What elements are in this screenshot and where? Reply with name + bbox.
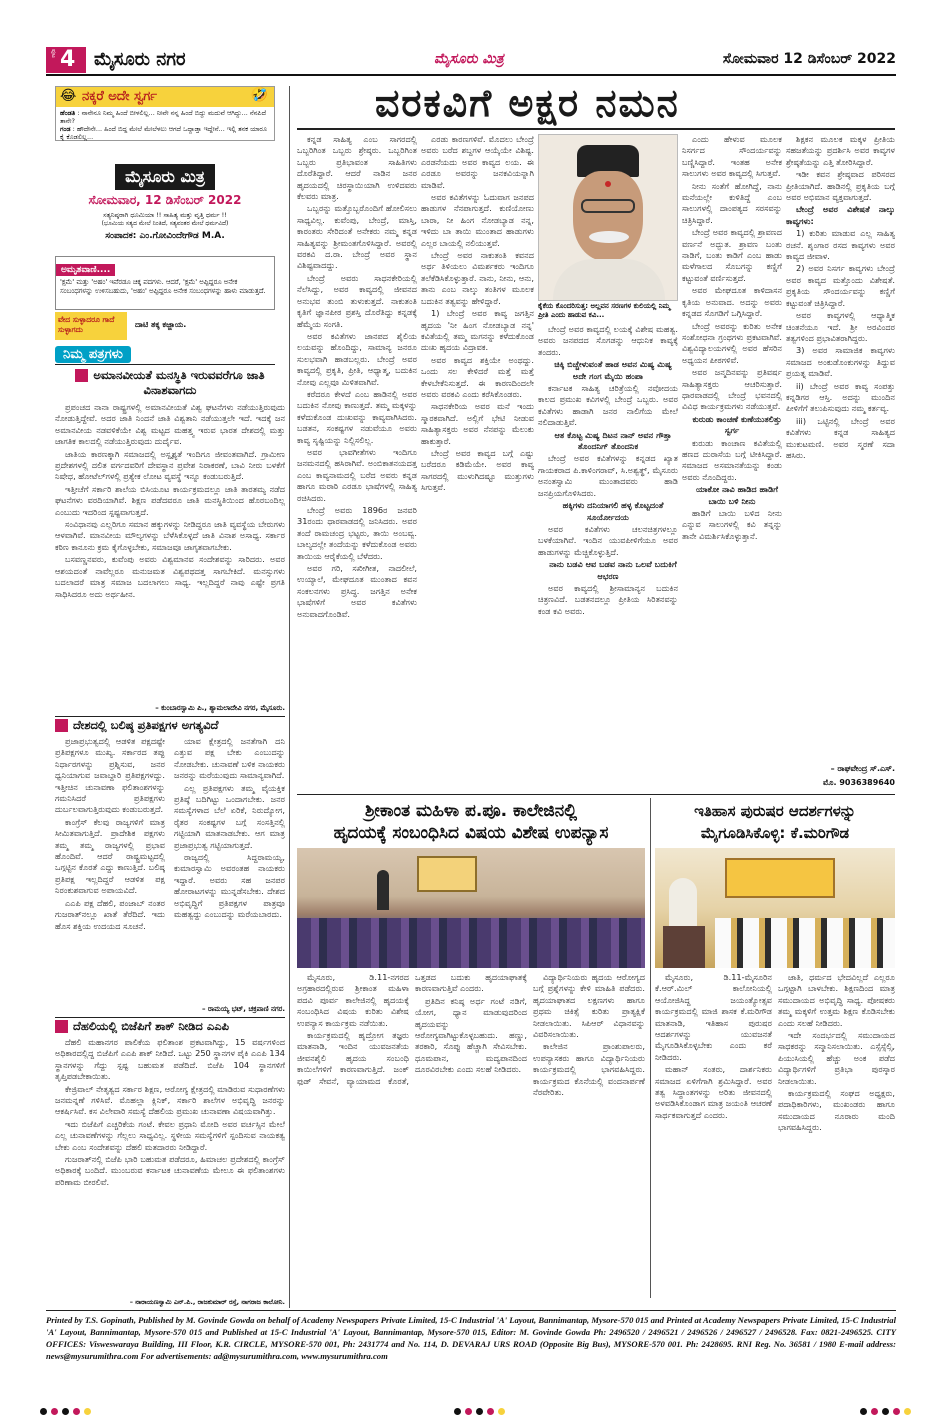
poet-tilak	[605, 181, 611, 187]
college-headline-line2: ಹೃದಯಕ್ಕೆ ಸಂಬಂಧಿಸಿದ ವಿಷಯ ವಿಶೇಷ ಉಪನ್ಯಾಸ	[333, 823, 609, 843]
main-story-subhead: ಯಾಕೋ ನಾವಿ ಹಾಡಿದ ಹಾಡಿಗೆ ಬಾಯಿ ಬಳಿ ನೀನು	[695, 484, 779, 506]
college-story-headline	[297, 800, 645, 844]
bullet-square-icon	[55, 719, 68, 732]
history-event-photo	[655, 848, 895, 968]
letter-headline: ಅಮಾನವೀಯತೆ ಮನಸ್ಥಿತಿ ಇರುವವರೆಗೂ ಜಾತಿ ವಿನಾಶವಾಗದು	[55, 368, 285, 398]
laughing-man-icon: 🤣	[250, 87, 268, 103]
dignitaries-row	[715, 918, 895, 968]
bullet-square-icon	[75, 369, 88, 382]
main-story-subhead: ಹಕ್ಕಿಗಳು ದನಿಯಾಗಲಿ ಹಳ್ಳ ಕೊಟ್ಟದಂತೆ ಸೂರ್ಯೋದಯ	[562, 500, 664, 522]
paper-logo: ಮೈಸೂರು ಮಿತ್ರ	[115, 164, 215, 190]
event-banner	[725, 858, 835, 898]
paper-date: ಸೋಮವಾರ, 12 ಡಿಸೆಂಬರ್ 2022	[88, 193, 242, 207]
college-event-photo	[297, 848, 645, 968]
proverb-box	[55, 312, 275, 340]
main-story-subhead: ನಾನು ಬಡವಿ ಆವ ಬಡವ ನಾನು ಒಲವೆ ಬದುಕಿಗೆ ಆಭರಣ	[549, 559, 677, 581]
history-headline-line1: ಇತಿಹಾಸ ಪುರುಷರ ಆದರ್ಶಗಳನ್ನು	[694, 802, 856, 820]
proverb-left: ವೇದ ಸುಳ್ಳಾದರೂ ಗಾದೆ ಸುಳ್ಳಾಗದು	[55, 312, 127, 340]
poet-mustache	[589, 231, 629, 243]
bullet-square-icon	[55, 1020, 68, 1033]
podium	[663, 926, 705, 968]
paper-motto: ಸತ್ಯನಿಷ್ಠರಾಗಿ ಧೂಮಿಯಾ !! ಸಾಹಿತ್ಯ ಮತ್ತು ವೃತ್ತಿ ಧರ್ಮ !!	[103, 211, 227, 219]
main-story-byline: – ರಾಘವೇಂದ್ರ ಸ್.ಎಸ್.	[830, 764, 895, 773]
letter-headline: ದೇಶದಲ್ಲಿ ಬಲಿಷ್ಠ ಪ್ರತಿಪಕ್ಷಗಳ ಅಗತ್ಯವಿದೆ	[55, 718, 285, 733]
amrutavani-title: ಅಮೃತವಾಣಿ....	[56, 264, 115, 276]
letter-body: ಪ್ರಪಂಚದ ನಾನಾ ರಾಷ್ಟ್ರಗಳಲ್ಲಿ ಅಮಾನವೀಯತೆ ವಿಶ್ವ ಘಟನೆಗಳು ನಡೆಯುತ್ತಿರುವುದು ನೋಡುತ್ತಿದ್ದೇವೆ. ಅದರ ಜಾತಿ ನಿಂದನೆ ಜಾತಿ ವಿಶ್ವತಾನಿ ನಡೆಯುತ್ತಲೇ ಇದೆ. ಇದಕ್ಕೆ ಜನ ಅಮಾನವೀಯ ನಡವಳಿಕೆಯೇ ವಿಶ್ವ ಮಟ್ಟದ ಮಹತ್ತ್ವ ಇರುವ ಭಾರತ ದೇಶದಲ್ಲಿ ಮತ್ತು ಜಾಗತಿಕ ಕಾಲದಲ್ಲಿ ನಡೆಯುತ್ತಿರುವುದು ದುರ್ದೈವ. ಜಾತಿಯ ಕಾರಣಕ್ಕಾಗಿ ಸಮಾಜದಲ್ಲಿ ಅಸ್ಪೃಶ್ಯತೆ ಇಂದಿಗೂ ಜೀವಂತವಾಗಿದೆ. ಗ್ರಾಮೀಣ ಪ್ರದೇಶಗಳಲ್ಲಿ ದಲಿತ ವರ್ಗದವರಿಗೆ ದೇವಸ್ಥಾನ ಪ್ರವೇಶ ನಿರಾಕರಣೆ, ಬಾವಿ ನೀರು ಬಳಕೆಗೆ ನಿಷೇಧ, ಹೋಟೆಲ್‌ಗಳಲ್ಲಿ ಪ್ರತ್ಯೇಕ ಲೋಟ ವ್ಯವಸ್ಥೆ ಇನ್ನೂ ಕಂಡುಬರುತ್ತಿದೆ. ಇತ್ತೀಚೆಗೆ ಸರ್ಕಾರಿ ಶಾಲೆಯ ಬಿಸಿಯೂಟ ಕಾರ್ಯಕ್ರಮದಲ್ಲೂ ಜಾತಿ ತಾರತಮ್ಯ ನಡೆದ ಘಟನೆಗಳು ವರದಿಯಾಗಿವೆ. ಶಿಕ್ಷಣ ಪಡೆದವರೂ ಜಾತಿ ಮನಸ್ಥಿತಿಯಿಂದ ಹೊರಬಂದಿಲ್ಲ ಎಂಬುದು ಇದರಿಂದ ಸ್ಪಷ್ಟವಾಗುತ್ತದೆ. ಸಂವಿಧಾನವು ಎಲ್ಲರಿಗೂ ಸಮಾನ ಹಕ್ಕುಗಳನ್ನು ನೀಡಿದ್ದರೂ ಜಾತಿ ವ್ಯವಸ್ಥೆಯ ಬೇರುಗಳು ಆಳವಾಗಿವೆ. ಮಾನವೀಯ ಮೌಲ್ಯಗಳನ್ನು ಬೆಳೆಸಿಕೊಳ್ಳದೆ ಜಾತಿ ವಿನಾಶ ಅಸಾಧ್ಯ. ಸರ್ಕಾರ ಕಠಿಣ ಕಾನೂನು ಕ್ರಮ ಕೈಗೊಳ್ಳಬೇಕು, ಸಮಾಜವೂ ಜಾಗೃತವಾಗಬೇಕು. ಬಸವಣ್ಣನವರು, ಕುವೆಂಪು ಅವರು ವಿಶ್ವಮಾನವ ಸಂದೇಶವನ್ನು ಸಾರಿದರು. ಅವರ ಆಶಯದಂತೆ ನಾವೆಲ್ಲರೂ ಮನುಜಮತ ವಿಶ್ವಪಥದತ್ತ ಸಾಗಬೇಕಿದೆ. ಮನಸ್ಸುಗಳು ಬದಲಾದರೆ ಮಾತ್ರ ಸಮಾಜ ಬದಲಾಗಲು ಸಾಧ್ಯ. ಇಲ್ಲದಿದ್ದರೆ ನಾವು ಎಷ್ಟೇ ಪ್ರಗತಿ ಸಾಧಿಸಿದರೂ ಅದು ಅರ್ಥಹೀನ.	[55, 402, 285, 599]
main-story-col3: ಬೇಂದ್ರೆ ಅವರ ಕಾವ್ಯದಲ್ಲಿ ಲಯಕ್ಕೆ ವಿಶೇಷ ಮಹತ್ವ. ಅವರು ಜನಪದದ ಸೊಗಡನ್ನು ಆಧುನಿಕ ಕಾವ್ಯಕ್ಕೆ ತಂದರು. ಚಿಕ್ಕಿ ಬಿಚ್ಚೇಳುವಂತೆ ಹಾಡ ಅವನ ಮಿಷ್ಯ ಮಿಷ್ಯ ಅದೇ ಗಂಗ ಮೈಯಿ ಹಂಪಾ ಕರ್ನಾಟಕ ಸಾಹಿತ್ಯ ಚರಿತ್ರೆಯಲ್ಲಿ ನವೋದಯ ಕಾಲದ ಪ್ರಮುಖ ಕವಿಗಳಲ್ಲಿ ಬೇಂದ್ರೆ ಒಬ್ಬರು. ಅವರ ಕವಿತೆಗಳು ಹಾಡಾಗಿ ಜನರ ನಾಲಿಗೆಯ ಮೇಲೆ ನಲಿದಾಡುತ್ತಿವೆ. ಆತ ಕೊಟ್ಟ ಮಿಷ್ಯ ದಿಟನ ನಾನ್ ಅವನ ಗೌತ್ತಾ ತೊಂದನಿಗ್ ತೊಂದನಿಕ ಬೇಂದ್ರೆ ಅವರ ಕವಿತೆಗಳನ್ನು ಕನ್ನಡದ ಖ್ಯಾತ ಗಾಯಕರಾದ ಪಿ.ಕಾಳಿಂಗರಾವ್, ಸಿ.ಅಶ್ವತ್ಥ್, ಮೈಸೂರು ಅನಂತಸ್ವಾಮಿ ಮುಂತಾದವರು ಹಾಡಿ ಜನಪ್ರಿಯಗೊಳಿಸಿದರು. ಹಕ್ಕಿಗಳು ದನಿಯಾಗಲಿ ಹಳ್ಳ ಕೊಟ್ಟದಂತೆ ಸೂರ್ಯೋದಯ ಅವರ ಕವಿತೆಗಳು ಚಲನಚಿತ್ರಗಳಲ್ಲೂ ಬಳಕೆಯಾಗಿವೆ. ಇಂದಿನ ಯುವಪೀಳಿಗೆಯೂ ಅವರ ಹಾಡುಗಳನ್ನು ಮೆಚ್ಚಿಕೊಳ್ಳುತ್ತಿದೆ. ನಾನು ಬಡವಿ ಆವ ಬಡವ ನಾನು ಒಲವೆ ಬದುಕಿಗೆ ಆಭರಣ ಅವರ ಕಾವ್ಯದಲ್ಲಿ ಶ್ರೀಸಾಮಾನ್ಯನ ಬದುಕಿನ ಚಿತ್ರಣವಿದೆ. ಬಡತನದಲ್ಲೂ ಪ್ರೀತಿಯ ಸಿರಿತನವನ್ನು ಕಂಡ ಕವಿ ಅವರು.	[538, 324, 678, 616]
speaker-figure	[377, 870, 389, 910]
amrutavani-text: 'ಕ್ಷಮೆ' ಮತ್ತು 'ಅಹಂ' ಇವೆರಡೂ ಚಿಕ್ಕ ಪದಗಳು. ಆದರೆ, 'ಕ್ಷಮೆ' ಅಪ್ಪಿದ್ದರೂ ಅನೇಕ ಸಂಬಂಧಗಳನ್ನು ಉಳಿಸಬಹುದು, 'ಅಹಂ' ಅಪ್ಪಿದ್ದರೂ ಅನೇಕ ಸಂಬಂಧಗಳನ್ನು ಹಾಳು ಮಾಡುತ್ತದೆ.	[60, 278, 266, 295]
humor-text: ನಾನೇನೂ ನಿಮ್ಮ ಹಿಂದೆ ಬೀಳಲಿಲ್ಲ... ನೀವೇ ನನ್ನ ಹಿಂದೆ ಬಿದ್ದು ಮದುವೆ ಆಗಿದ್ದು... ನೆನಪಿದೆ ತಾನೇ?	[60, 109, 267, 125]
letter-signature: – ರಾಮಯ್ಯ ಭಟ್, ಚಕ್ರಪಾಣಿ ನಗರ.	[201, 1005, 285, 1013]
main-story-col2: ಎರಡು ಕಾರಣಗಳಿವೆ. ಮೊದಲು ಬೇಂದ್ರೆ ಅವರು ಬರೆದ ಶಬ್ದಗಳ ಆಯ್ಕೆಯೇ ವಿಶಿಷ್ಟ. ಎರಡನೆಯದು ಅವರ ಕಾವ್ಯದ ಲಯ. ಈ ಎರಡೂ ಅವರನ್ನು ಜನಕವಿಯನ್ನಾಗಿ ಮಾಡಿವೆ. ಅವರ ಕವಿತೆಗಳನ್ನು ಓದುವಾಗ ಜನಪದ ಹಾಡುಗಳ ನೆನಪಾಗುತ್ತದೆ. ಕುಣಿಯೋಣು ಬಾರಾ, ನೀ ಹಿಂಗ ನೋಡಬ್ಯಾಡ ನನ್ನ, ಇಳಿದು ಬಾ ತಾಯಿ ಮುಂತಾದ ಹಾಡುಗಳು ಎಲ್ಲರ ಬಾಯಲ್ಲಿ ನಲಿಯುತ್ತವೆ. ಬೇಂದ್ರೆ ಅವರ ನಾಕುತಂತಿ ಕವನದ ಅರ್ಥ ತಿಳಿಯಲು ವಿಮರ್ಶಕರು ಇಂದಿಗೂ ತಲೆಕೆಡಿಸಿಕೊಳ್ಳುತ್ತಾರೆ. ನಾನು, ನೀನು, ಆನು, ತಾನು ಎಂಬ ನಾಲ್ಕು ತಂತಿಗಳ ಮೂಲಕ ಬದುಕಿನ ತತ್ವವನ್ನು ಹೇಳಿದ್ದಾರೆ. 1) ಬೇಂದ್ರೆ ಅವರ ಕಾವ್ಯ ಜಗತ್ತಿನ ಹೃದಯ 'ನೀ ಹಿಂಗ ನೋಡಬ್ಯಾಡ ನನ್ನ' ಕವಿತೆಯಲ್ಲಿ ತಮ್ಮ ಮಗನನ್ನು ಕಳೆದುಕೊಂಡ ದುಃಖ ಹೃದಯ ವಿದ್ರಾವಕ. ಅವರ ಕಾವ್ಯದ ಶಕ್ತಿಯೇ ಅಂಥದ್ದು. ಒಂದು ಸಲ ಕೇಳಿದರೆ ಮತ್ತೆ ಮತ್ತೆ ಕೇಳಬೇಕೆನಿಸುತ್ತದೆ. ಈ ಕಾರಣದಿಂದಲೇ ಅವರು ವರಕವಿ ಎಂದು ಕರೆಸಿಕೊಂಡರು. ಸಾಧನಕೇರಿಯ ಅವರ ಮನೆ ಇಂದು ಸ್ಮಾರಕವಾಗಿದೆ. ಅಲ್ಲಿಗೆ ಭೇಟಿ ನೀಡುವ ಸಾಹಿತ್ಯಾಸಕ್ತರು ಅವರ ನೆನಪನ್ನು ಮೆಲುಕು ಹಾಕುತ್ತಾರೆ. ಬೇಂದ್ರೆ ಅವರ ಕಾವ್ಯದ ಬಗ್ಗೆ ಎಷ್ಟು ಬರೆದರೂ ಕಡಿಮೆಯೇ. ಅವರ ಕಾವ್ಯ ಸಾಗರದಲ್ಲಿ ಮುಳುಗಿದಷ್ಟೂ ಮುತ್ತುಗಳು ಸಿಗುತ್ತವೆ.	[421, 134, 534, 493]
college-story-body: ಮೈಸೂರು, ಡಿ.11-ನಗರದ ಅಗ್ರಹಾರದಲ್ಲಿರುವ ಶ್ರೀಕಾಂತ ಮಹಿಳಾ ಪದವಿ ಪೂರ್ವ ಕಾಲೇಜಿನಲ್ಲಿ ಹೃದಯಕ್ಕೆ ಸಂಬಂಧಿಸಿದ ವಿಷಯ ಕುರಿತು ವಿಶೇಷ ಉಪನ್ಯಾಸ ಕಾರ್ಯಕ್ರಮ ನಡೆಯಿತು. ಕಾರ್ಯಕ್ರಮದಲ್ಲಿ ಹೃದ್ರೋಗ ತಜ್ಞರು ಮಾತನಾಡಿ, ಇಂದಿನ ಯುವಜನತೆಯ ಜೀವನಶೈಲಿ ಹೃದಯ ಸಂಬಂಧಿ ಕಾಯಿಲೆಗಳಿಗೆ ಕಾರಣವಾಗುತ್ತಿದೆ. ಜಂಕ್ ಫುಡ್ ಸೇವನೆ, ವ್ಯಾಯಾಮದ ಕೊರತೆ, ಒತ್ತಡದ ಬದುಕು ಹೃದಯಾಘಾತಕ್ಕೆ ಕಾರಣವಾಗುತ್ತಿವೆ ಎಂದರು. ಪ್ರತಿದಿನ ಕನಿಷ್ಠ ಅರ್ಧ ಗಂಟೆ ನಡಿಗೆ, ಯೋಗ, ಧ್ಯಾನ ಮಾಡುವುದರಿಂದ ಹೃದಯವನ್ನು ಆರೋಗ್ಯವಾಗಿಟ್ಟುಕೊಳ್ಳಬಹುದು. ಹಣ್ಣು, ತರಕಾರಿ, ಸೊಪ್ಪು ಹೆಚ್ಚಾಗಿ ಸೇವಿಸಬೇಕು. ಧೂಮಪಾನ, ಮದ್ಯಪಾನದಿಂದ ದೂರವಿರಬೇಕು ಎಂದು ಸಲಹೆ ನೀಡಿದರು. ವಿದ್ಯಾರ್ಥಿನಿಯರು ಹೃದಯ ಆರೋಗ್ಯದ ಬಗ್ಗೆ ಪ್ರಶ್ನೆಗಳನ್ನು ಕೇಳಿ ಮಾಹಿತಿ ಪಡೆದರು. ಹೃದಯಾಘಾತದ ಲಕ್ಷಣಗಳು ಹಾಗೂ ಪ್ರಥಮ ಚಿಕಿತ್ಸೆ ಕುರಿತು ಪ್ರಾತ್ಯಕ್ಷಿಕೆ ನೀಡಲಾಯಿತು. ಸಿಪಿಆರ್ ವಿಧಾನವನ್ನು ವಿವರಿಸಲಾಯಿತು. ಕಾಲೇಜಿನ ಪ್ರಾಂಶುಪಾಲರು, ಉಪನ್ಯಾಸಕರು ಹಾಗೂ ವಿದ್ಯಾರ್ಥಿನಿಯರು ಕಾರ್ಯಕ್ರಮದಲ್ಲಿ ಭಾಗವಹಿಸಿದ್ದರು. ಕಾರ್ಯಕ್ರಮದ ಕೊನೆಯಲ್ಲಿ ವಂದನಾರ್ಪಣೆ ನೆರವೇರಿತು.	[297, 972, 645, 1098]
paper-motto-sub: (ಭೂಮಿಯ ಸತ್ಯದ ಮೇಲೆ ನಿಂತಿದೆ, ಸತ್ಯವಂತರ ಮೇಲೆ ಧರ್ಮವಿದೆ)	[101, 220, 229, 227]
main-story-col5: ಶಿಕ್ಷಕನ ಮೂಲಕ ಮಕ್ಕಳ ಪ್ರೀತಿಯ ಸಹಜತೆಯನ್ನು ಪ್ರದರ್ಶಿಸಿ ಅವರ ಕಾವ್ಯಗಳ ಶ್ರೇಷ್ಠತೆಯನ್ನು ಎತ್ತಿ ತೋರಿಸಿದ್ದಾರೆ. ಇಡೀ ಕವನ ಶ್ರೇಷ್ಠವಾದ ಪರಿಸರದ ಪ್ರೀತಿಯಾಗಿದೆ. ಹಾಡಿನಲ್ಲಿ ಪ್ರಕೃತಿಯ ಬಗ್ಗೆ ಅವರ ಅಭಿಮಾನ ವ್ಯಕ್ತವಾಗುತ್ತದೆ. ಬೇಂದ್ರೆ ಅವರ ವಿಶೇಷತೆ ನಾಲ್ಕು ಕಾವ್ಯಗಳು: 1) ಕುರಿತು ಮಾಡುವ ಎಲ್ಲ ಸಾಹಿತ್ಯ ರಚನೆ. ಶೃಂಗಾರ ರಸದ ಕಾವ್ಯಗಳು ಅವರ ಕಾವ್ಯದ ಜೀವಾಳ. 2) ಅವರ ನಿಸರ್ಗ ಕಾವ್ಯಗಳು ಬೇಂದ್ರೆ ಅವರ ಕಾವ್ಯದ ಮತ್ತೊಂದು ವಿಶೇಷತೆ. ಪ್ರಕೃತಿಯ ಸೌಂದರ್ಯವನ್ನು ಕಣ್ಣಿಗೆ ಕಟ್ಟುವಂತೆ ಚಿತ್ರಿಸಿದ್ದಾರೆ. ಅವರ ಕಾವ್ಯಗಳಲ್ಲಿ ಆಧ್ಯಾತ್ಮಿಕ ಚಿಂತನೆಯೂ ಇದೆ. ಶ್ರೀ ಅರವಿಂದರ ತತ್ವಗಳಿಂದ ಪ್ರಭಾವಿತರಾಗಿದ್ದರು. 3) ಅವರ ಸಾಮಾಜಿಕ ಕಾವ್ಯಗಳು ಸಮಾಜದ ಅಂಕುಡೊಂಕುಗಳನ್ನು ತಿದ್ದುವ ಪ್ರಯತ್ನ ಮಾಡಿವೆ. ii) ಬೇಂದ್ರೆ ಅವರ ಕಾವ್ಯ ಸಂಪತ್ತು ಕನ್ನಡಿಗರ ಆಸ್ತಿ. ಅದನ್ನು ಮುಂದಿನ ಪೀಳಿಗೆಗೆ ತಲುಪಿಸುವುದು ನಮ್ಮ ಕರ್ತವ್ಯ. iii) ಒಟ್ಟಿನಲ್ಲಿ ಬೇಂದ್ರೆ ಅವರ ಕವಿತೆಗಳು ಕನ್ನಡ ಸಾಹಿತ್ಯದ ಮುಕುಟಮಣಿ. ಅವರ ಸ್ಮರಣೆ ಸದಾ ಹಸಿರು.	[786, 134, 895, 460]
main-headline: ವರಕವಿಗೆ ಅಕ್ಷರ ನಮನ	[375, 80, 680, 125]
humor-item: ಗಂಡ : ಹೌದೇನೇ... ಹಿಂದೆ ಬಿದ್ದ ಮೇಲೆ ಮೇಲೆಳಲು ಆಗದೆ ಒದ್ದಾಡ್ತಾ ಇದ್ದೇನೆ... ಇಲ್ಲಿ ತನಕ ಯಾರೂ ಕೈ ಕೊಡಲಿಲ್ಲ...	[60, 125, 267, 141]
registration-dots-right	[858, 1400, 913, 1419]
laughing-face-icon: 😂	[60, 88, 77, 104]
humor-box-title: ನಕ್ಕರೆ ಅದೇ ಸ್ವರ್ಗ	[82, 89, 157, 104]
humor-box	[55, 86, 275, 141]
humor-box-header	[56, 87, 274, 107]
letters-header: ನಿಮ್ಮ ಪತ್ರಗಳು	[55, 346, 131, 363]
humor-speaker: ಹೆಂಡತಿ	[60, 109, 76, 117]
amrutavani-box	[55, 256, 275, 310]
poet-glasses	[581, 199, 635, 213]
main-story-subhead: ಆತ ಕೊಟ್ಟ ಮಿಷ್ಯ ದಿಟನ ನಾನ್ ಅವನ ಗೌತ್ತಾ ತೊಂದನಿಗ್ ತೊಂದನಿಕ	[554, 429, 672, 452]
paper-info-box	[55, 162, 275, 252]
humor-item: ಹೆಂಡತಿ : ನಾನೇನೂ ನಿಮ್ಮ ಹಿಂದೆ ಬೀಳಲಿಲ್ಲ... ನೀವೇ ನನ್ನ ಹಿಂದೆ ಬಿದ್ದು ಮದುವೆ ಆಗಿದ್ದು... ನೆನಪಿದೆ ತಾನೇ?	[60, 109, 267, 125]
registration-dots-center	[452, 1400, 507, 1419]
history-story-headline	[655, 800, 895, 844]
masthead	[46, 47, 896, 76]
page-label: ಪುಟ	[50, 49, 57, 58]
stage-banner	[417, 856, 477, 892]
history-story-body: ಮೈಸೂರು, ಡಿ.11-ಮೈಸೂರಿನ ಕೆ.ಆರ್.ಮಿಲ್ ಕಾಲೋನಿಯಲ್ಲಿ ಆಯೋಜಿಸಿದ್ದ ಜಯಂತ್ಯೋತ್ಸವ ಕಾರ್ಯಕ್ರಮದಲ್ಲಿ ಮಾಜಿ ಶಾಸಕ ಕೆ.ಮರಿಗೌಡ ಮಾತನಾಡಿ, ಇತಿಹಾಸ ಪುರುಷರ ಆದರ್ಶಗಳನ್ನು ಯುವಜನತೆ ಮೈಗೂಡಿಸಿಕೊಳ್ಳಬೇಕು ಎಂದು ಕರೆ ನೀಡಿದರು. ಮಹಾನ್ ಸಂತರು, ದಾರ್ಶನಿಕರು ಸಮಾಜದ ಏಳಿಗೆಗಾಗಿ ಶ್ರಮಿಸಿದ್ದಾರೆ. ಅವರ ತತ್ವ ಸಿದ್ಧಾಂತಗಳನ್ನು ಅರಿತು ಜೀವನದಲ್ಲಿ ಅಳವಡಿಸಿಕೊಂಡಾಗ ಮಾತ್ರ ಜಯಂತಿ ಆಚರಣೆ ಸಾರ್ಥಕವಾಗುತ್ತದೆ ಎಂದರು. ಜಾತಿ, ಧರ್ಮದ ಭೇದವಿಲ್ಲದೆ ಎಲ್ಲರೂ ಒಗ್ಗಟ್ಟಾಗಿ ಬಾಳಬೇಕು. ಶಿಕ್ಷಣದಿಂದ ಮಾತ್ರ ಸಮುದಾಯದ ಅಭಿವೃದ್ಧಿ ಸಾಧ್ಯ. ಪೋಷಕರು ತಮ್ಮ ಮಕ್ಕಳಿಗೆ ಉತ್ತಮ ಶಿಕ್ಷಣ ಕೊಡಿಸಬೇಕು ಎಂದು ಸಲಹೆ ನೀಡಿದರು. ಇದೇ ಸಂದರ್ಭದಲ್ಲಿ ಸಮುದಾಯದ ಸಾಧಕರನ್ನು ಸನ್ಮಾನಿಸಲಾಯಿತು. ಎಸ್ಸೆಸ್ಸೆಲ್ಸಿ, ಪಿಯುಸಿಯಲ್ಲಿ ಹೆಚ್ಚು ಅಂಕ ಪಡೆದ ವಿದ್ಯಾರ್ಥಿಗಳಿಗೆ ಪ್ರತಿಭಾ ಪುರಸ್ಕಾರ ನೀಡಲಾಯಿತು. ಕಾರ್ಯಕ್ರಮದಲ್ಲಿ ಸಂಘದ ಅಧ್ಯಕ್ಷರು, ಪದಾಧಿಕಾರಿಗಳು, ಮುಖಂಡರು ಹಾಗೂ ಸಮುದಾಯದ ನೂರಾರು ಮಂದಿ ಭಾಗವಹಿಸಿದ್ದರು.	[655, 972, 895, 1133]
humor-text: ಹೌದೇನೇ... ಹಿಂದೆ ಬಿದ್ದ ಮೇಲೆ ಮೇಲೆಳಲು ಆಗದೆ ಒದ್ದಾಡ್ತಾ ಇದ್ದೇನೆ... ಇಲ್ಲಿ ತನಕ ಯಾರೂ ಕೈ ಕೊಡಲಿಲ್ಲ...	[60, 125, 267, 141]
paper-editor: ಸಂಪಾದಕ: ಎಂ.ಗೋವಿಂದೇಗೌಡ M.A.	[105, 231, 225, 241]
section-name: ಮೈಸೂರು ನಗರ	[94, 49, 186, 70]
main-story-subhead: ಕುರುಡು ಕಾಂಚಣೆ ಕುಣೆಯುತಲಿತ್ತು ಸ್ವರ್ಗ	[692, 413, 782, 436]
audience-row	[297, 918, 645, 968]
photo-caption: ಕೈಕೆಯ ಕೊಂದರಿಸುತ್ತ: ಅಲ್ಲವನ ಸರಣಗಳ ಕುಲಿಯಲ್ಲಿ ನಿಮ್ಮ ಪ್ರೀತಿ ಎಂದು ಹಾಡುವ ಕವಿ...	[538, 302, 671, 319]
letter-signature: – ಕುಂಬಾರಸ್ವಾಮಿ ಪಿ., ಶ್ಯಾಮಲಾದೇವಿ ನಗರ, ಮೈಸೂರು.	[155, 704, 285, 712]
letter-headline: ದೆಹಲಿಯಲ್ಲಿ ಬಿಜೆಪಿಗೆ ಶಾಕ್ ನೀಡಿದ ಎಎಪಿ	[55, 1019, 285, 1034]
footer-imprint: Printed by T.S. Gopinath, Published by M. Govinde Gowda on behalf of Academy Newspapers Private Limited, 15-C Industrial 'A' Layout, Bannimantap, Mysore-570 015 and Printed at Academy Newspapers Private Limited, 15-C Industrial 'A' Layout, Bannimantap, Mysore-570 015 and Published at 15-C Industrial 'A' Layout, Bannimantap, Mysore-570 015, Editor: M. Govinde Gowda Ph: 2496520 / 2496521 / 2496526 / 2496527 / 2496528. Fax: 0821-2496525. CITY OFFICES: Visweswaraya Building, III Floor, K.R. CIRCLE, MYSORE-570 001, Ph: 2431774 and No. 114, D. DEVARAJ URS ROAD (Opposite Big Bus), MYSORE-570 001. Ph: 2428695. RNI Reg. No. 36581 / 1980 E-mail address: news@mysurumithra.com For advertisements: ad@mysurumithra.com, www.mysurumithra.com	[46, 1315, 896, 1361]
poet-shirt	[553, 259, 665, 301]
main-story-subhead: ಚಿಕ್ಕಿ ಬಿಚ್ಚೇಳುವಂತೆ ಹಾಡ ಅವನ ಮಿಷ್ಯ ಮಿಷ್ಯ ಅದೇ ಗಂಗ ಮೈಯಿ ಹಂಪಾ	[554, 359, 672, 381]
letter-signature: – ನಾರಾಯಣಸ್ವಾಮಿ ಎನ್.ಪಿ., ರಾಜಕುಮಾರ್ ರಸ್ತೆ, ನಾಗರಾಜ ಕಾಲೋನಿ.	[129, 1298, 285, 1306]
registration-dots-left	[38, 1400, 93, 1419]
page-number: 4	[60, 47, 76, 72]
letter-body: ಪ್ರಜಾಪ್ರಭುತ್ವದಲ್ಲಿ ಆಡಳಿತ ಪಕ್ಷದಷ್ಟೇ ಪ್ರತಿಪಕ್ಷಗಳೂ ಮುಖ್ಯ. ಸರ್ಕಾರದ ತಪ್ಪು ನಿರ್ಧಾರಗಳನ್ನು ಪ್ರಶ್ನಿಸುವ, ಜನರ ಧ್ವನಿಯಾಗುವ ಜವಾಬ್ದಾರಿ ಪ್ರತಿಪಕ್ಷಗಳದ್ದು. ಇತ್ತೀಚಿನ ಚುನಾವಣಾ ಫಲಿತಾಂಶಗಳನ್ನು ಗಮನಿಸಿದರೆ ಪ್ರತಿಪಕ್ಷಗಳು ದುರ್ಬಲವಾಗುತ್ತಿರುವುದು ಕಂಡುಬರುತ್ತದೆ. ಕಾಂಗ್ರೆಸ್ ಕೆಲವು ರಾಜ್ಯಗಳಿಗೆ ಮಾತ್ರ ಸೀಮಿತವಾಗುತ್ತಿದೆ. ಪ್ರಾದೇಶಿಕ ಪಕ್ಷಗಳು ತಮ್ಮ ತಮ್ಮ ರಾಜ್ಯಗಳಲ್ಲಿ ಪ್ರಭಾವ ಹೊಂದಿವೆ. ಆದರೆ ರಾಷ್ಟ್ರಮಟ್ಟದಲ್ಲಿ ಒಗ್ಗಟ್ಟಿನ ಕೊರತೆ ಎದ್ದು ಕಾಣುತ್ತಿದೆ. ಬಲಿಷ್ಠ ಪ್ರತಿಪಕ್ಷ ಇಲ್ಲದಿದ್ದರೆ ಆಡಳಿತ ಪಕ್ಷ ನಿರಂಕುಶವಾಗುವ ಅಪಾಯವಿದೆ. ಎಎಪಿ ಪಕ್ಷ ದೆಹಲಿ, ಪಂಜಾಬ್ ನಂತರ ಗುಜರಾತ್‌ನಲ್ಲೂ ಖಾತೆ ತೆರೆದಿದೆ. ಇದು ಹೊಸ ಶಕ್ತಿಯ ಉದಯದ ಸೂಚನೆ.	[55, 736, 165, 931]
proverb-right: ದಾಟಿ ತಕ್ಕ ಕಜ್ಜಾಯ.	[135, 320, 187, 329]
letter-body: ದೆಹಲಿ ಮಹಾನಗರ ಪಾಲಿಕೆಯ ಫಲಿತಾಂಶ ಪ್ರಕಟವಾಗಿದ್ದು, 15 ವರ್ಷಗಳಿಂದ ಅಧಿಕಾರದಲ್ಲಿದ್ದ ಬಿಜೆಪಿಗೆ ಎಎಪಿ ಶಾಕ್ ನೀಡಿದೆ. ಒಟ್ಟು 250 ಸ್ಥಾನಗಳ ಪೈಕಿ ಎಎಪಿ 134 ಸ್ಥಾನಗಳನ್ನು ಗೆದ್ದು ಸ್ಪಷ್ಟ ಬಹುಮತ ಪಡೆದಿದೆ. ಬಿಜೆಪಿ 104 ಸ್ಥಾನಗಳಿಗೆ ತೃಪ್ತಿಪಡಬೇಕಾಯಿತು. ಕೇಜ್ರಿವಾಲ್ ನೇತೃತ್ವದ ಸರ್ಕಾರ ಶಿಕ್ಷಣ, ಆರೋಗ್ಯ ಕ್ಷೇತ್ರದಲ್ಲಿ ಮಾಡಿರುವ ಸುಧಾರಣೆಗಳು ಜನಮನ್ನಣೆ ಗಳಿಸಿವೆ. ಮೊಹಲ್ಲಾ ಕ್ಲಿನಿಕ್, ಸರ್ಕಾರಿ ಶಾಲೆಗಳ ಅಭಿವೃದ್ಧಿ ಜನರನ್ನು ಆಕರ್ಷಿಸಿವೆ. ಕಸ ವಿಲೇವಾರಿ ಸಮಸ್ಯೆ ದೆಹಲಿಯ ಪ್ರಮುಖ ಚುನಾವಣಾ ವಿಷಯವಾಗಿತ್ತು. ಇದು ಬಿಜೆಪಿಗೆ ಎಚ್ಚರಿಕೆಯ ಗಂಟೆ. ಕೇವಲ ಪ್ರಧಾನಿ ಮೋದಿ ಅವರ ವರ್ಚಸ್ಸಿನ ಮೇಲೆ ಎಲ್ಲ ಚುನಾವಣೆಗಳನ್ನು ಗೆಲ್ಲಲು ಸಾಧ್ಯವಿಲ್ಲ. ಸ್ಥಳೀಯ ಸಮಸ್ಯೆಗಳಿಗೆ ಸ್ಪಂದಿಸುವ ನಾಯಕತ್ವ ಬೇಕು ಎಂಬ ಸಂದೇಶವನ್ನು ದೆಹಲಿ ಮತದಾರರು ನೀಡಿದ್ದಾರೆ. ಗುಜರಾತ್‌ನಲ್ಲಿ ಬಿಜೆಪಿ ಭಾರಿ ಬಹುಮತ ಪಡೆದರೂ, ಹಿಮಾಚಲ ಪ್ರದೇಶದಲ್ಲಿ ಕಾಂಗ್ರೆಸ್ ಅಧಿಕಾರಕ್ಕೆ ಬಂದಿದೆ. ಮುಂಬರುವ ಕರ್ನಾಟಕ ಚುನಾವಣೆಯ ಮೇಲೂ ಈ ಫಲಿತಾಂಶಗಳು ಪರಿಣಾಮ ಬೀರಲಿವೆ.	[55, 1037, 285, 1187]
main-story-col4: ಎಂದು ಹೇಳುವ ಮೂಲಕ ನಿಸರ್ಗದ ಸೌಂದರ್ಯವನ್ನು ಬಣ್ಣಿಸಿದ್ದಾರೆ. ಇಂತಹ ಅನೇಕ ಸಾಲುಗಳು ಅವರ ಕಾವ್ಯದಲ್ಲಿ ಸಿಗುತ್ತವೆ. ನೀನು ಸಂತೆಗೆ ಹೋಗಿದ್ದೆ, ನಾನು ಮನೆಯಲ್ಲೇ ಕುಳಿತಿದ್ದೆ ಎಂಬ ಸಾಲುಗಳಲ್ಲಿ ದಾಂಪತ್ಯದ ಸರಸವನ್ನು ಚಿತ್ರಿಸಿದ್ದಾರೆ. ಬೇಂದ್ರೆ ಅವರ ಕಾವ್ಯದಲ್ಲಿ ಶ್ರಾವಣದ ವರ್ಣನೆ ಅದ್ಭುತ. ಶ್ರಾವಣ ಬಂತು ನಾಡಿಗೆ, ಬಂತು ಕಾಡಿಗೆ ಎಂಬ ಹಾಡು ಮಳೆಗಾಲದ ಸೊಬಗನ್ನು ಕಣ್ಣಿಗೆ ಕಟ್ಟುವಂತೆ ವರ್ಣಿಸುತ್ತದೆ. ಅವರ ಮೇಘದೂತ ಕಾಳಿದಾಸನ ಕೃತಿಯ ಅನುವಾದ. ಅದನ್ನು ಅವರು ಕನ್ನಡದ ಸೊಗಡಿಗೆ ಒಗ್ಗಿಸಿದ್ದಾರೆ. ಬೇಂದ್ರೆ ಅವರನ್ನು ಕುರಿತು ಅನೇಕ ಸಂಶೋಧನಾ ಗ್ರಂಥಗಳು ಪ್ರಕಟವಾಗಿವೆ. ವಿಶ್ವವಿದ್ಯಾಲಯಗಳಲ್ಲಿ ಅವರ ಹೆಸರಿನ ಅಧ್ಯಯನ ಪೀಠಗಳಿವೆ. ಅವರ ಜನ್ಮದಿನವನ್ನು ಪ್ರತಿವರ್ಷ ಸಾಹಿತ್ಯಾಸಕ್ತರು ಆಚರಿಸುತ್ತಾರೆ. ಧಾರವಾಡದಲ್ಲಿ ಬೇಂದ್ರೆ ಭವನದಲ್ಲಿ ವಿವಿಧ ಕಾರ್ಯಕ್ರಮಗಳು ನಡೆಯುತ್ತವೆ. ಕುರುಡು ಕಾಂಚಣೆ ಕುಣೆಯುತಲಿತ್ತು ಸ್ವರ್ಗ ಕುರುಡು ಕಾಂಚಾಣ ಕವಿತೆಯಲ್ಲಿ ಹಣದ ದುರಾಸೆಯ ಬಗ್ಗೆ ಟೀಕಿಸಿದ್ದಾರೆ. ಸಮಾಜದ ಅಸಮಾನತೆಯನ್ನು ಕಂಡು ಅವರು ನೊಂದಿದ್ದರು. ಯಾಕೋ ನಾವಿ ಹಾಡಿದ ಹಾಡಿಗೆ ಬಾಯಿ ಬಳಿ ನೀನು ಹಾಡಿಗೆ ಬಾಯಿ ಬಳಿದ ನೀನು ಎನ್ನುವ ಸಾಲುಗಳಲ್ಲಿ ಕವಿ ತನ್ನನ್ನು ತಾನೇ ವಿಮರ್ಶಿಸಿಕೊಳ್ಳುತ್ತಾನೆ.	[682, 134, 782, 541]
date-line: ಸೋಮವಾರ 12 ಡಿಸೆಂಬರ್ 2022	[722, 51, 896, 67]
main-story-phone: ಮೊ. 9036389640	[822, 778, 895, 787]
paper-logo-small: ಮೈಸೂರು ಮಿತ್ರ	[434, 51, 504, 67]
poet-portrait-photo	[538, 134, 678, 301]
letter-body: ಯಾವ ಕ್ಷೇತ್ರದಲ್ಲಿ ಜನತೆಗಾಗಿ ದನಿ ಎತ್ತುವ ಪಕ್ಷ ಬೇಕು ಎಂಬುದನ್ನು ನೋಡಬೇಕು. ಚುನಾವಣೆ ಬಳಿಕ ನಾಯಕರು ಜನರನ್ನು ಮರೆಯುವುದು ಸಾಮಾನ್ಯವಾಗಿದೆ. ಎಲ್ಲ ಪ್ರತಿಪಕ್ಷಗಳು ತಮ್ಮ ವೈಯಕ್ತಿಕ ಪ್ರತಿಷ್ಠೆ ಬದಿಗಿಟ್ಟು ಒಂದಾಗಬೇಕು. ಜನರ ಸಮಸ್ಯೆಗಳಾದ ಬೆಲೆ ಏರಿಕೆ, ನಿರುದ್ಯೋಗ, ರೈತರ ಸಂಕಷ್ಟಗಳ ಬಗ್ಗೆ ಸಂಸತ್ತಿನಲ್ಲಿ ಗಟ್ಟಿಯಾಗಿ ಮಾತನಾಡಬೇಕು. ಆಗ ಮಾತ್ರ ಪ್ರಜಾಪ್ರಭುತ್ವ ಗಟ್ಟಿಯಾಗುತ್ತದೆ. ರಾಜ್ಯದಲ್ಲಿ ಸಿದ್ದರಾಮಯ್ಯ, ಕುಮಾರಸ್ವಾಮಿ ಅವರಂತಹ ನಾಯಕರು ಇದ್ದಾರೆ. ಅವರು ಸಹ ಜನಪರ ಹೋರಾಟಗಳನ್ನು ಮುನ್ನಡೆಸಬೇಕು. ದೇಶದ ಅಭಿವೃದ್ಧಿಗೆ ಪ್ರತಿಪಕ್ಷಗಳ ಪಾತ್ರವೂ ಮಹತ್ವದ್ದು ಎಂಬುದನ್ನು ಮರೆಯಬಾರದು.	[174, 736, 285, 920]
history-headline-line2: ಮೈಗೂಡಿಸಿಕೊಳ್ಳಿ: ಕೆ.ಮರಿಗೌಡ	[700, 824, 850, 842]
college-headline-line1: ಶ್ರೀಕಾಂತ ಮಹಿಳಾ ಪ.ಪೂ. ಕಾಲೇಜಿನಲ್ಲಿ	[364, 801, 578, 821]
page-number-badge	[46, 47, 86, 73]
humor-speaker: ಗಂಡ	[60, 125, 71, 133]
main-story-col1: ಕನ್ನಡ ಸಾಹಿತ್ಯ ಎಂಬ ಸಾಗರದಲ್ಲಿ ಒಬ್ಬರಿಗಿಂತ ಒಬ್ಬರು ಶ್ರೇಷ್ಠರು. ಒಬ್ಬರಿಗಿಂತ ಒಬ್ಬರು ಪ್ರತಿಭಾವಂತ ಸಾಹಿತಿಗಳು ದೊರೆತಿದ್ದಾರೆ. ಆದರೆ ನಾಡಿನ ಜನರ ಹೃದಯದಲ್ಲಿ ಚಿರಸ್ಥಾಯಿಯಾಗಿ ಉಳಿದವರು ಕೆಲವರು ಮಾತ್ರ. ಒಬ್ಬರನ್ನು ಮತ್ತೊಬ್ಬರೊಂದಿಗೆ ಹೋಲಿಸಲು ಸಾಧ್ಯವಿಲ್ಲ. ಕುವೆಂಪು, ಬೇಂದ್ರೆ, ಮಾಸ್ತಿ, ಕಾರಂತರು ಸೇರಿದಂತೆ ಅನೇಕರು ನಮ್ಮ ಕನ್ನಡ ಸಾಹಿತ್ಯವನ್ನು ಶ್ರೀಮಂತಗೊಳಿಸಿದ್ದಾರೆ. ಅವರಲ್ಲಿ ವರಕವಿ ದ.ರಾ. ಬೇಂದ್ರೆ ಅವರ ಸ್ಥಾನ ವಿಶಿಷ್ಟವಾದದ್ದು. ಬೇಂದ್ರೆ ಅವರು ಸಾಧನಕೇರಿಯಲ್ಲಿ ನೆಲೆಸಿದ್ದು, ಅವರ ಕಾವ್ಯದಲ್ಲಿ ಜೀವನದ ಅನುಭವ ತುಂಬಿ ತುಳುಕುತ್ತದೆ. ನಾಕುತಂತಿ ಕೃತಿಗೆ ಜ್ಞಾನಪೀಠ ಪ್ರಶಸ್ತಿ ದೊರೆತಿದ್ದು ಕನ್ನಡಕ್ಕೆ ಹೆಮ್ಮೆಯ ಸಂಗತಿ. ಅವರ ಕವಿತೆಗಳು ಜಾನಪದ ಶೈಲಿಯ ಲಯವನ್ನು ಹೊಂದಿದ್ದು, ಸಾಮಾನ್ಯ ಜನರೂ ಸುಲಭವಾಗಿ ಹಾಡಬಲ್ಲರು. ಬೇಂದ್ರೆ ಅವರ ಕಾವ್ಯದಲ್ಲಿ ಪ್ರಕೃತಿ, ಪ್ರೀತಿ, ಆಧ್ಯಾತ್ಮ, ಬದುಕಿನ ನೋವು ಎಲ್ಲವೂ ಮಿಳಿತವಾಗಿವೆ. ಕರೆದರೂ ಕೇಳದೆ ಎಂಬ ಹಾಡಿನಲ್ಲಿ ಅವರ ಬದುಕಿನ ನೋವು ಕಾಣುತ್ತದೆ. ತಮ್ಮ ಮಕ್ಕಳನ್ನು ಕಳೆದುಕೊಂಡ ದುಃಖವನ್ನು ಕಾವ್ಯವಾಗಿಸಿದರು. ಬಡತನ, ಸಂಕಷ್ಟಗಳ ನಡುವೆಯೂ ಅವರು ಕಾವ್ಯ ಸೃಷ್ಟಿಯನ್ನು ನಿಲ್ಲಿಸಲಿಲ್ಲ. ಅವರ ಭಾವಗೀತೆಗಳು ಇಂದಿಗೂ ಜನಮನದಲ್ಲಿ ಹಸಿರಾಗಿವೆ. ಅಂಬಿಕಾತನಯದತ್ತ ಎಂಬ ಕಾವ್ಯನಾಮದಲ್ಲಿ ಬರೆದ ಅವರು ಕನ್ನಡ ಹಾಗೂ ಮರಾಠಿ ಎರಡೂ ಭಾಷೆಗಳಲ್ಲಿ ಸಾಹಿತ್ಯ ರಚಿಸಿದರು. ಬೇಂದ್ರೆ ಅವರು 1896ರ ಜನವರಿ 31ರಂದು ಧಾರವಾಡದಲ್ಲಿ ಜನಿಸಿದರು. ಅವರ ತಂದೆ ರಾಮಚಂದ್ರ ಭಟ್ಟರು, ತಾಯಿ ಅಂಬವ್ವ. ಬಾಲ್ಯದಲ್ಲೇ ತಂದೆಯನ್ನು ಕಳೆದುಕೊಂಡ ಅವರು ತಾಯಿಯ ಆರೈಕೆಯಲ್ಲಿ ಬೆಳೆದರು. ಅವರ ಗರಿ, ಸಖೀಗೀತ, ನಾದಲೀಲೆ, ಉಯ್ಯಾಲೆ, ಮೇಘದೂತ ಮುಂತಾದ ಕವನ ಸಂಕಲನಗಳು ಪ್ರಸಿದ್ಧ. ಜಗತ್ತಿನ ಅನೇಕ ಭಾಷೆಗಳಿಗೆ ಅವರ ಕವಿತೆಗಳು ಅನುವಾದಗೊಂಡಿವೆ.	[297, 134, 417, 619]
